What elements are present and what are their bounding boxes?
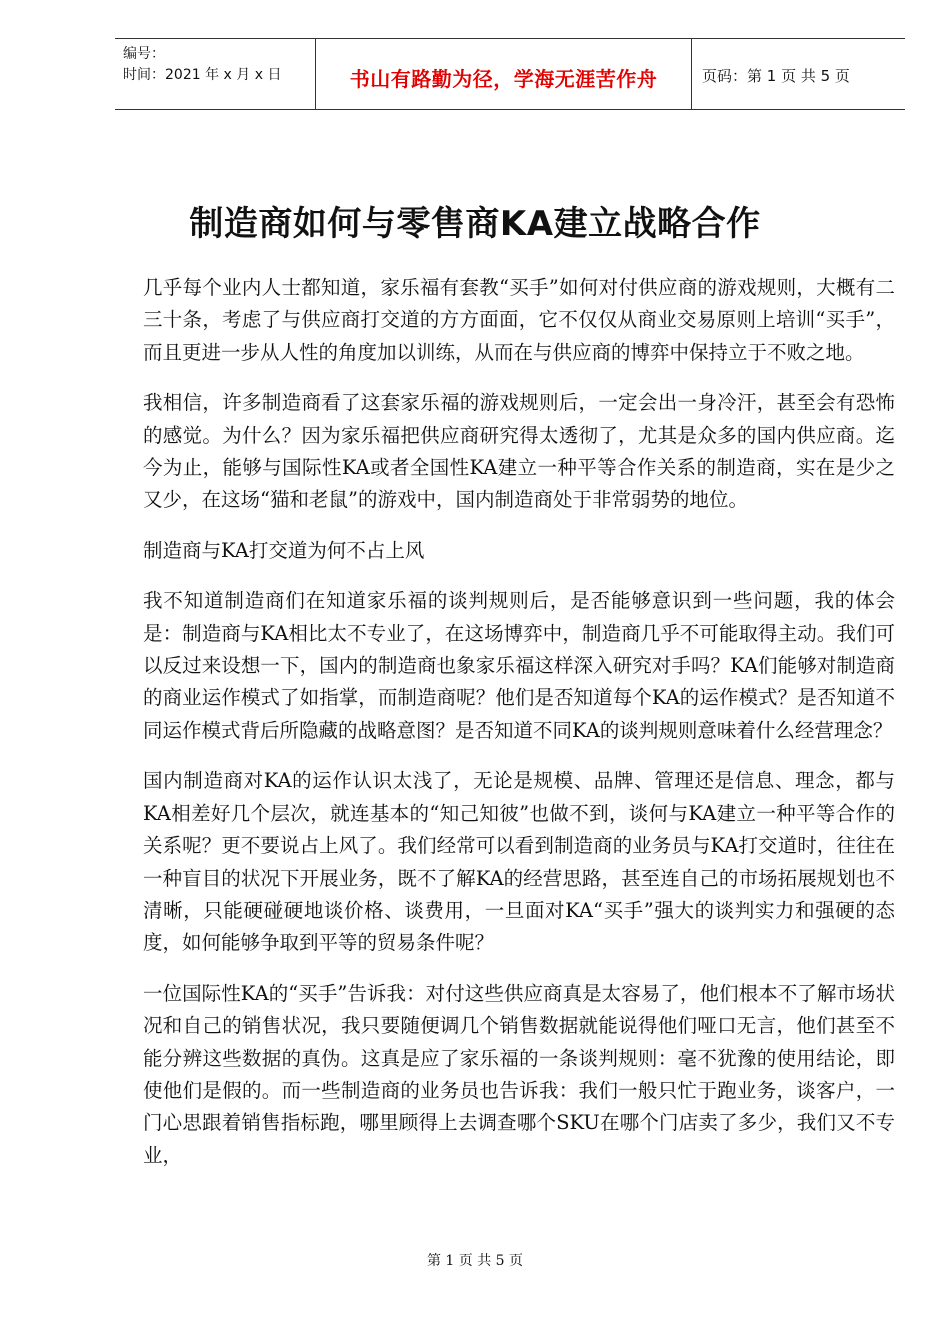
document-title: 制造商如何与零售商KA建立战略合作 (189, 204, 761, 244)
page-code-label: 页码：第 1 页 共 5 页 (702, 67, 850, 85)
paragraph: 几乎每个业内人士都知道，家乐福有套教“买手”如何对付供应商的游戏规则，大概有二三十条，考虑了与供应商打交道的方方面面，它不仅仅从商业交易原则上培训“买手”，而且更进一步从人性的角度加以训练，从而在与供应商的博弈中保持立于不败之地。 (143, 276, 895, 364)
header-motto-cell (315, 39, 692, 109)
page-footer: 第 1 页 共 5 页 (426, 1253, 524, 1269)
section-heading: 制造商与KA打交道为何不占上风 (143, 538, 425, 562)
motto-text: 书山有路勤为径，学海无涯苦作舟 (349, 67, 658, 91)
header-page-cell (690, 39, 905, 109)
paragraph: 国内制造商对KA的运作认识太浅了，无论是规模、品牌、管理还是信息、理念，都与KA相差好几个层次，就连基本的“知己知彼”也做不到，谈何与KA建立一种平等合作的关系呢？更不要说占上风了。我们经常可以看到制造商的业务员与KA打交道时，往往在一种盲目的状况下开展业务，既不了解KA的经营思路，甚至连自己的市场拓展规划也不清晰，只能硬碰硬地谈价格、谈费用，一旦面对KA“买手”强大的谈判实力和强硬的态度，如何能够争取到平等的贸易条件呢？ (143, 769, 895, 955)
header-table (115, 38, 905, 110)
serial-number-label: 编号： (123, 46, 165, 62)
date-label: 时间：2021 年 x 月 x 日 (123, 67, 282, 83)
paragraph: 一位国际性KA的“买手”告诉我：对付这些供应商真是太容易了，他们根本不了解市场状况和自己的销售状况，我只要随便调几个销售数据就能说得他们哑口无言，他们甚至不能分辨这些数据的真伪。这真是应了家乐福的一条谈判规则：毫不犹豫的使用结论，即使他们是假的。而一些制造商的业务员也告诉我：我们一般只忙于跑业务，谈客户，一门心思跟着销售指标跑，哪里顾得上去调查哪个SKU在哪个门店卖了多少，我们又不专业， (143, 981, 895, 1167)
paragraph: 我不知道制造商们在知道家乐福的谈判规则后，是否能够意识到一些问题，我的体会是：制造商与KA相比太不专业了，在这场博弈中，制造商几乎不可能取得主动。我们可以反过来设想一下，国内的制造商也象家乐福这样深入研究对手吗？KA们能够对制造商的商业运作模式了如指掌，而制造商呢？他们是否知道每个KA的运作模式？是否知道不同运作模式背后所隐藏的战略意图？是否知道不同KA的谈判规则意味着什么经营理念？ (143, 589, 895, 742)
paragraph: 我相信，许多制造商看了这套家乐福的游戏规则后，一定会出一身冷汗，甚至会有恐怖的感觉。为什么？因为家乐福把供应商研究得太透彻了，尤其是众多的国内供应商。迄今为止，能够与国际性KA或者全国性KA建立一种平等合作关系的制造商，实在是少之又少，在这场“猫和老鼠”的游戏中，国内制造商处于非常弱势的地位。 (143, 391, 895, 512)
header-meta-cell (115, 39, 315, 109)
document-body (143, 272, 895, 1190)
